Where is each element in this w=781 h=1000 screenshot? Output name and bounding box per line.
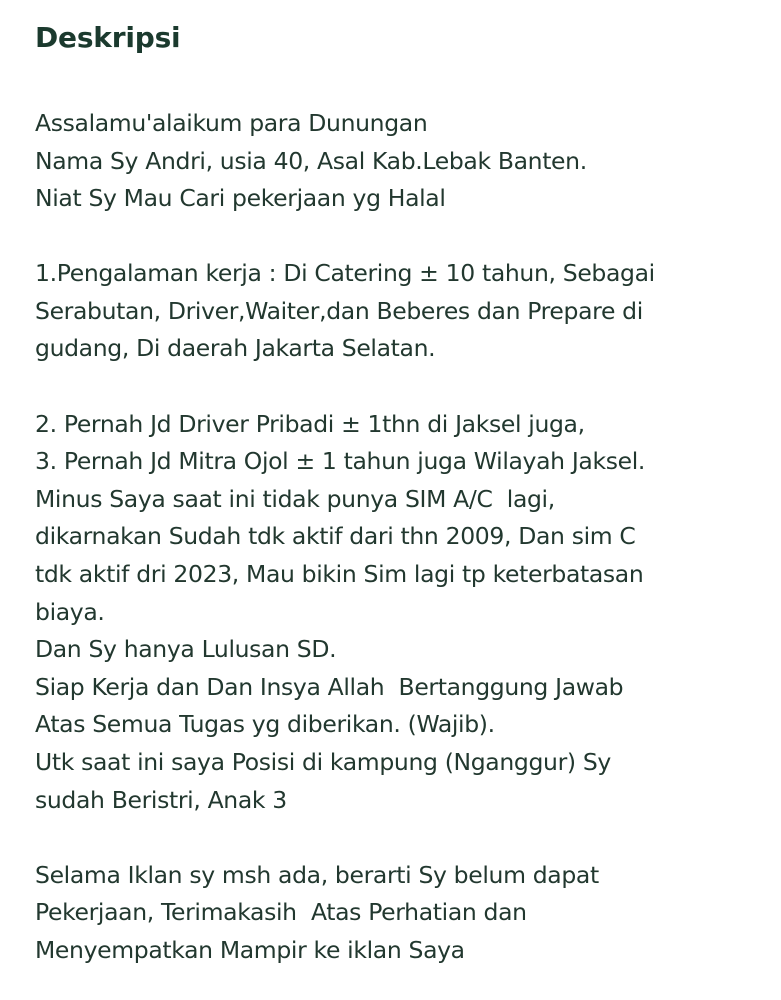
description-line: Serabutan, Driver,Waiter,dan Beberes dan Prepare di xyxy=(35,296,643,325)
section-title: Deskripsi xyxy=(35,21,181,54)
description-line: Assalamu'alaikum para Dunungan xyxy=(35,109,428,137)
description-line: biaya. xyxy=(35,597,105,626)
description-line: 2. Pernah Jd Driver Pribadi ± 1thn di Jaksel juga, xyxy=(35,409,585,438)
description-line: Utk saat ini saya Posisi di kampung (Nganggur) Sy xyxy=(35,747,611,776)
description-line: Siap Kerja dan Dan Insya Allah Bertanggung Jawab xyxy=(35,672,624,701)
description-line: Nama Sy Andri, usia 40, Asal Kab.Lebak Banten. xyxy=(35,146,587,175)
description-paragraph-closing xyxy=(35,857,761,970)
description-paragraph-experience xyxy=(35,255,761,368)
description-paragraph-greeting xyxy=(35,105,761,218)
description-line: sudah Beristri, Anak 3 xyxy=(35,785,287,814)
description-line: 1.Pengalaman kerja : Di Catering ± 10 tahun, Sebagai xyxy=(35,259,655,288)
description-paragraph-details xyxy=(35,406,761,820)
description-line: Niat Sy Mau Cari pekerjaan yg Halal xyxy=(35,184,446,213)
description-line: tdk aktif dri 2023, Mau bikin Sim lagi tp keterbatasan xyxy=(35,559,644,588)
description-line: Minus Saya saat ini tidak punya SIM A/C lagi, xyxy=(35,484,555,513)
description-line: Atas Semua Tugas yg diberikan. (Wajib). xyxy=(35,710,495,739)
description-line: dikarnakan Sudah tdk aktif dari thn 2009, Dan sim C xyxy=(35,522,636,551)
description-line: gudang, Di daerah Jakarta Selatan. xyxy=(35,334,436,363)
description-line: Selama Iklan sy msh ada, berarti Sy belum dapat xyxy=(35,860,599,889)
description-line: Pekerjaan, Terimakasih Atas Perhatian dan xyxy=(35,898,527,927)
description-body xyxy=(35,105,761,969)
description-line: Menyempatkan Mampir ke iklan Saya xyxy=(35,935,465,964)
description-line: Dan Sy hanya Lulusan SD. xyxy=(35,635,337,664)
description-line: 3. Pernah Jd Mitra Ojol ± 1 tahun juga Wilayah Jaksel. xyxy=(35,447,646,476)
